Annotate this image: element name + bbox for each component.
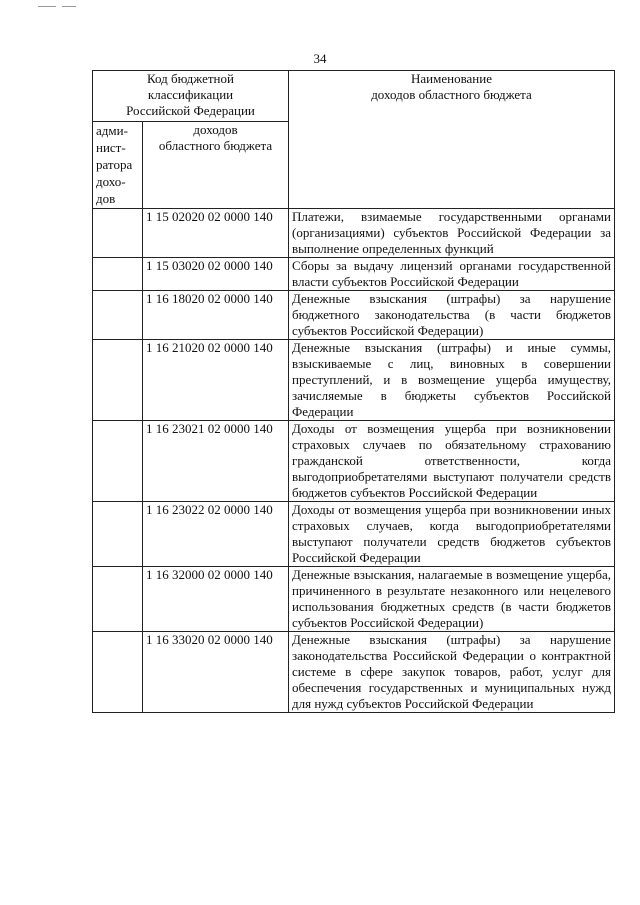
- table-row: [93, 632, 615, 713]
- admin-code-cell: [93, 209, 143, 258]
- header-budget-classification-code: [93, 71, 289, 122]
- admin-code-cell: [93, 567, 143, 632]
- income-name-cell: Доходы от возмещения ущерба при возникновении иных страховых случаев, когда выгодоприобретателями выступают получатели средств бюджетов субъектов Российской Федерации: [289, 502, 615, 567]
- header-admin-line: дохо-: [96, 174, 126, 189]
- table-row: [93, 502, 615, 567]
- header-group-line: Российской Федерации: [126, 103, 255, 118]
- income-name-cell: Денежные взыскания (штрафы) и иные суммы, взыскиваемые с лиц, виновных в совершении преступлений, и в возмещение ущерба имуществу, зачисляемые в бюджеты субъектов Российской Федерации: [289, 340, 615, 421]
- admin-code-cell: [93, 421, 143, 502]
- income-name-cell: Денежные взыскания, налагаемые в возмещение ущерба, причиненного в результате незаконного или нецелевого использования бюджетных средств (в части бюджетов субъектов Российской Федерации): [289, 567, 615, 632]
- income-code-cell: 1 16 21020 02 0000 140: [143, 340, 289, 421]
- header-admin-line: нист-: [96, 140, 126, 155]
- table-row: [93, 209, 615, 258]
- income-name-cell: Сборы за выдачу лицензий органами государственной власти субъектов Российской Федерации: [289, 258, 615, 291]
- income-code-cell: 1 15 02020 02 0000 140: [143, 209, 289, 258]
- admin-code-cell: [93, 291, 143, 340]
- admin-code-cell: [93, 632, 143, 713]
- header-admin-line: адми-: [96, 123, 128, 138]
- income-name-cell: Платежи, взимаемые государственными органами (организациями) субъектов Российской Федерации за выполнение определенных функций: [289, 209, 615, 258]
- income-code-cell: 1 16 23021 02 0000 140: [143, 421, 289, 502]
- income-code-cell: 1 16 32000 02 0000 140: [143, 567, 289, 632]
- income-code-cell: 1 16 18020 02 0000 140: [143, 291, 289, 340]
- income-code-cell: 1 16 33020 02 0000 140: [143, 632, 289, 713]
- page-number: 34: [313, 51, 327, 66]
- income-code-cell: 1 16 23022 02 0000 140: [143, 502, 289, 567]
- income-name-cell: Денежные взыскания (штрафы) за нарушение бюджетного законодательства (в части бюджетов субъектов Российской Федерации): [289, 291, 615, 340]
- table-row: [93, 340, 615, 421]
- header-income-line: доходов: [193, 122, 238, 137]
- budget-classification-table: [92, 70, 615, 713]
- header-admin-line: ратора: [96, 157, 133, 172]
- admin-code-cell: [93, 340, 143, 421]
- table-row: [93, 567, 615, 632]
- scan-artifact: [62, 6, 76, 7]
- table-row: [93, 421, 615, 502]
- header-row-top: [93, 71, 615, 122]
- header-regional-budget-income: [143, 122, 289, 209]
- table-row: [93, 258, 615, 291]
- scan-artifact: [38, 6, 56, 7]
- table-row: [93, 291, 615, 340]
- header-name-line: Наименование: [411, 71, 492, 86]
- income-name-cell: Денежные взыскания (штрафы) за нарушение законодательства Российской Федерации о контрактной системе в сфере закупок товаров, работ, услуг для обеспечения государственных и муниципальных нужд для нужд субъектов Российской Федерации: [289, 632, 615, 713]
- header-income-line: областного бюджета: [158, 138, 273, 153]
- header-name-line: доходов областного бюджета: [371, 87, 532, 102]
- header-group-line: классификации: [147, 87, 234, 102]
- income-name-cell: Доходы от возмещения ущерба при возникновении страховых случаев по обязательному страхованию гражданской ответственности, когда выгодоприобретателями выступают получатели средств бюджетов субъектов Российской Федерации: [289, 421, 615, 502]
- header-revenue-administrator: [93, 122, 143, 209]
- admin-code-cell: [93, 502, 143, 567]
- header-income-name: [289, 71, 615, 209]
- header-admin-line: дов: [96, 191, 116, 206]
- income-code-cell: 1 15 03020 02 0000 140: [143, 258, 289, 291]
- header-group-line: Код бюджетной: [147, 71, 234, 86]
- admin-code-cell: [93, 258, 143, 291]
